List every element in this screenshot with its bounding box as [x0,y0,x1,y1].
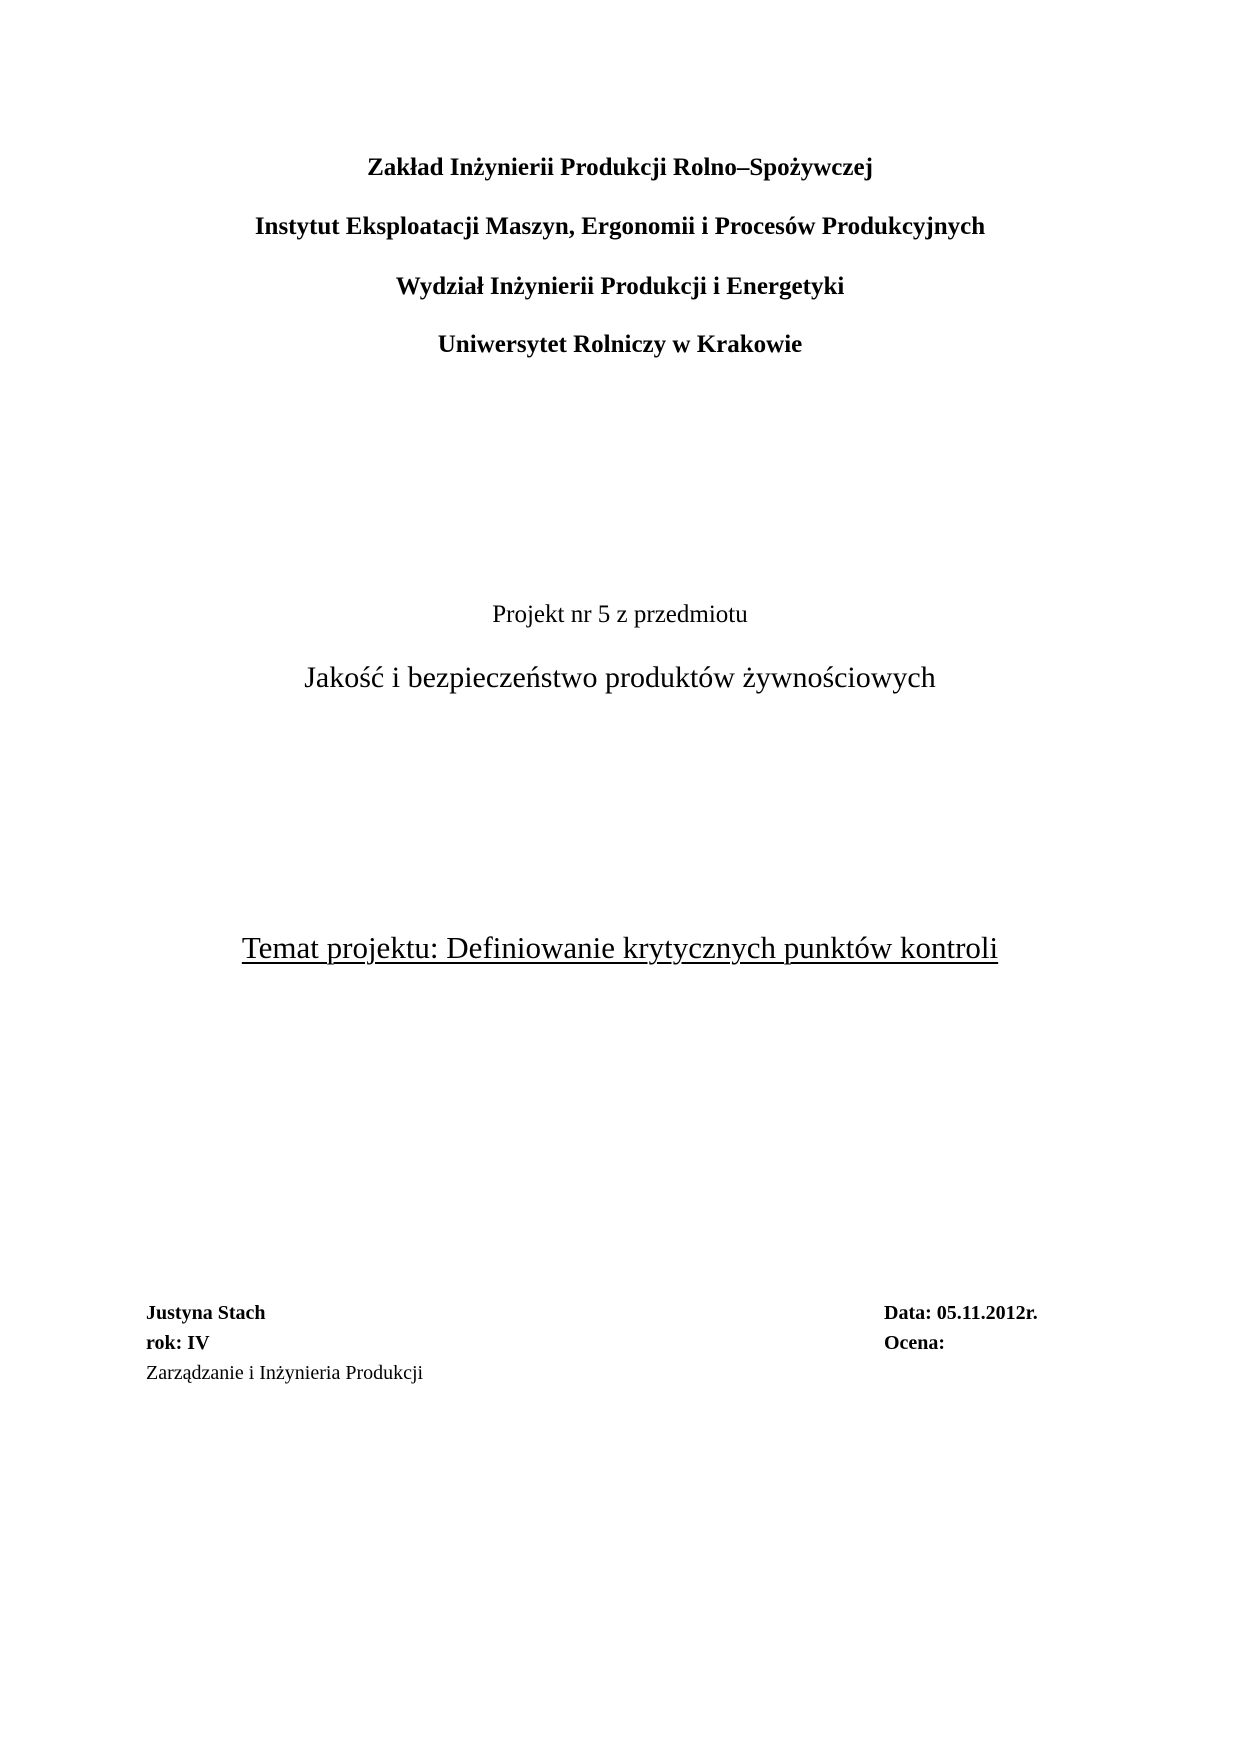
field-of-study: Zarządzanie i Inżynieria Produkcji [146,1362,424,1384]
course-name: Jakość i bezpieczeństwo produktów żywnościowych [304,661,936,694]
university-name: Uniwersytet Rolniczy w Krakowie [437,331,803,358]
department-name: Zakład Inżynierii Produkcji Rolno–Spożywczej [367,154,873,181]
grade-label: Ocena: [884,1332,946,1354]
author-name: Justyna Stach [146,1302,266,1324]
project-topic-text: Temat projektu: Definiowanie krytycznych punktów kontroli [241,930,999,965]
author-block [146,1298,423,1388]
project-subtitle: Projekt nr 5 z przedmiotu [492,601,748,628]
study-year: rok: IV [146,1332,210,1354]
institute-name: Instytut Eksploatacji Maszyn, Ergonomii i Procesów Produkcyjnych [254,213,986,240]
details-block [884,1298,1038,1358]
submission-date: Data: 05.11.2012r. [884,1302,1038,1324]
faculty-name: Wydział Inżynierii Produkcji i Energetyki [395,273,845,300]
project-topic [0,929,1240,967]
